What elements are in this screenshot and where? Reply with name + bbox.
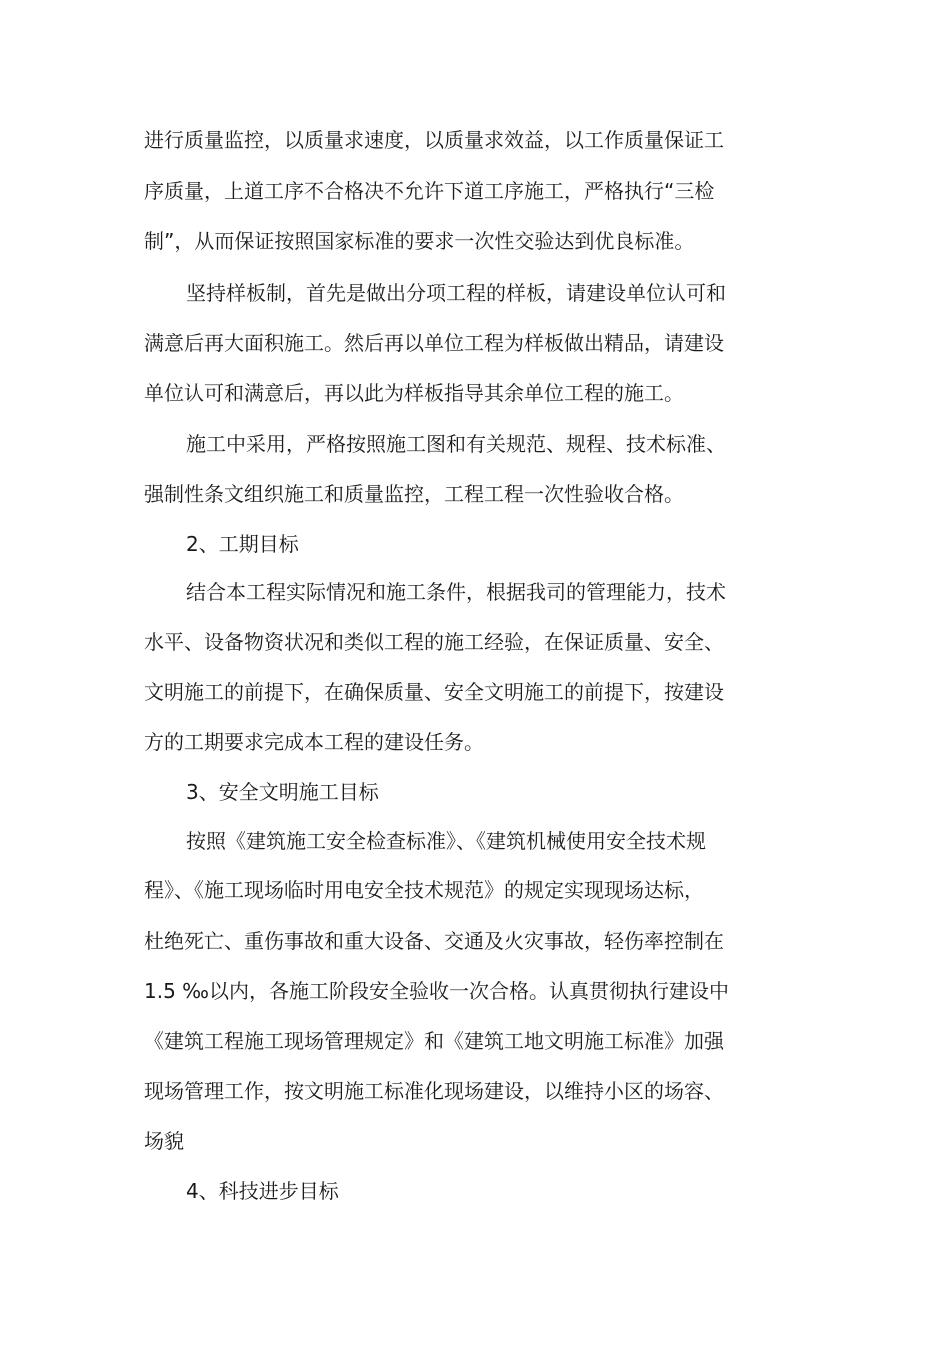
text-line: 程》、《施工现场临时用电安全技术规范》的规定实现现场达标， bbox=[144, 878, 704, 902]
text-line: 文明施工的前提下，在确保质量、安全文明施工的前提下，按建设 bbox=[144, 680, 724, 704]
section-heading: 2、工期目标 bbox=[186, 532, 299, 556]
text-line: 现场管理工作，按文明施工标准化现场建设，以维持小区的场容、 bbox=[144, 1079, 724, 1103]
text-line: 满意后再大面积施工。然后再以单位工程为样板做出精品，请建设 bbox=[144, 331, 724, 355]
text-line: 场貌 bbox=[144, 1129, 184, 1153]
section-heading: 3、安全文明施工目标 bbox=[186, 780, 379, 804]
text-line: 杜绝死亡、重伤事故和重大设备、交通及火灾事故，轻伤率控制在 bbox=[144, 929, 724, 953]
text-line: 1.5 ‰以内，各施工阶段安全验收一次合格。认真贯彻执行建设中 bbox=[144, 979, 729, 1003]
section-heading: 4、科技进步目标 bbox=[186, 1179, 339, 1203]
paragraph-first-line: 坚持样板制，首先是做出分项工程的样板，请建设单位认可和 bbox=[186, 281, 726, 305]
text-line: 进行质量监控，以质量求速度，以质量求效益，以工作质量保证工 bbox=[144, 128, 724, 152]
text-line: 《建筑工程施工现场管理规定》和《建筑工地文明施工标准》加强 bbox=[144, 1029, 724, 1053]
text-line: 制”，从而保证按照国家标准的要求一次性交验达到优良标准。 bbox=[144, 229, 695, 253]
paragraph-first-line: 结合本工程实际情况和施工条件，根据我司的管理能力，技术 bbox=[186, 580, 726, 604]
text-line: 方的工期要求完成本工程的建设任务。 bbox=[144, 730, 484, 754]
text-line: 水平、设备物资状况和类似工程的施工经验，在保证质量、安全、 bbox=[144, 630, 724, 654]
text-line: 单位认可和满意后，再以此为样板指导其余单位工程的施工。 bbox=[144, 381, 684, 405]
paragraph-first-line: 按照《建筑施工安全检查标准》、《建筑机械使用安全技术规 bbox=[186, 829, 706, 853]
paragraph-first-line: 施工中采用，严格按照施工图和有关规范、规程、技术标准、 bbox=[186, 432, 726, 456]
text-line: 序质量，上道工序不合格决不允许下道工序施工，严格执行“三检 bbox=[144, 179, 715, 203]
text-line: 强制性条文组织施工和质量监控，工程工程一次性验收合格。 bbox=[144, 482, 684, 506]
